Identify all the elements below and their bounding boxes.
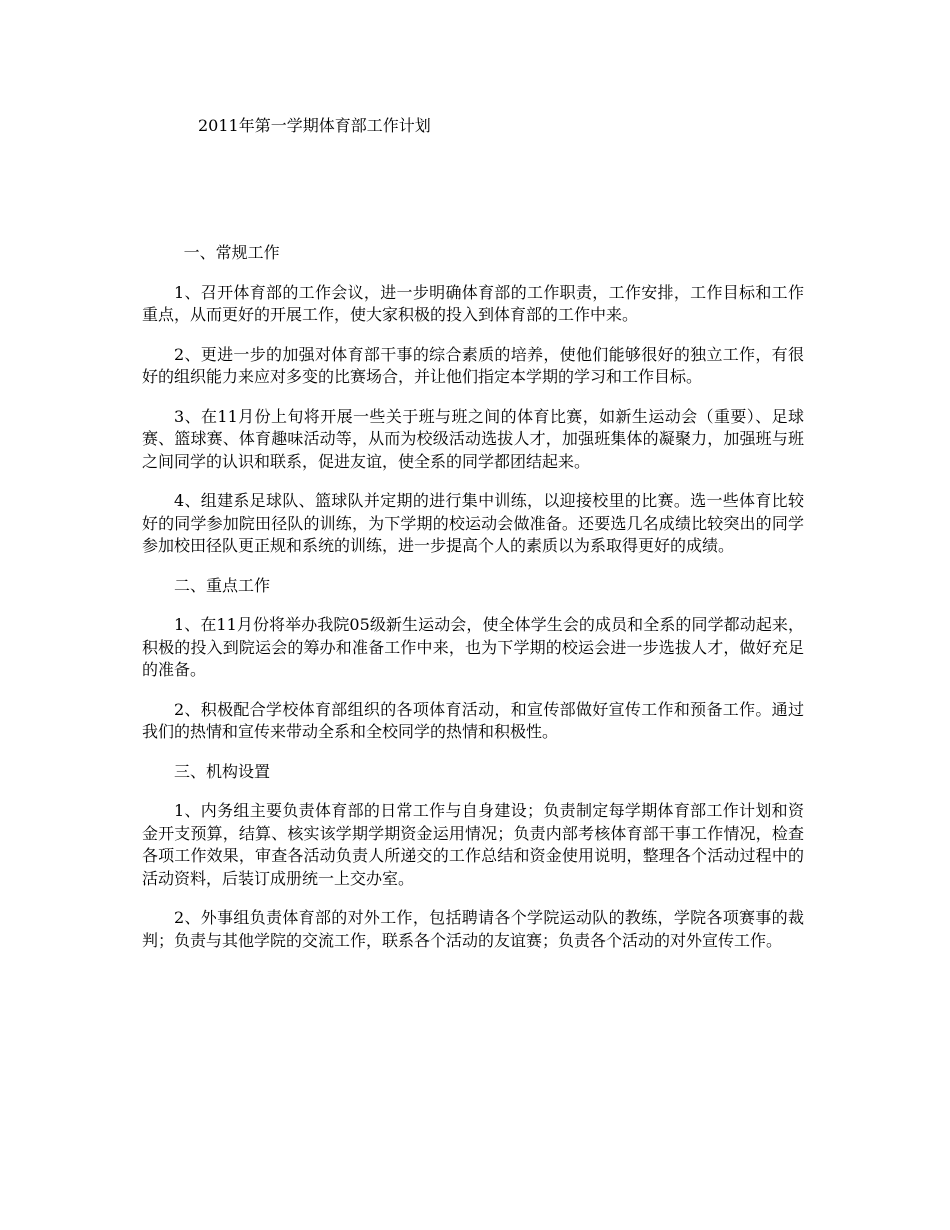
paragraph-routine-2: 2、更进一步的加强对体育部干事的综合素质的培养，使他们能够很好的独立工作，有很好的组织能力来应对多变的比赛场合，并让他们指定本学期的学习和工作目标。 — [142, 344, 804, 386]
section-heading-key-work: 二、重点工作 — [174, 575, 271, 595]
paragraph-key-1: 1、在11月份将举办我院05级新生运动会，使全体学生会的成员和全系的同学都动起来，积极的投入到院运会的筹办和准备工作中来，也为下学期的校运会进一步选拔人才，做好充足的准备。 — [142, 615, 804, 679]
paragraph-organization-2: 2、外事组负责体育部的对外工作，包括聘请各个学院运动队的教练，学院各项赛事的裁判；负责与其他学院的交流工作，联系各个活动的友谊赛；负责各个活动的对外宣传工作。 — [142, 908, 804, 950]
section-heading-routine-work: 一、常规工作 — [183, 243, 280, 262]
paragraph-organization-1: 1、内务组主要负责体育部的日常工作与自身建设；负责制定每学期体育部工作计划和资金开支预算，结算、核实该学期学期资金运用情况；负责内部考核体育部干事工作情况，检查各项工作效果，审查各活动负责人所递交的工作总结和资金使用说明，整理各个活动过程中的活动资料，后装订成册统一上交办室。 — [142, 801, 804, 888]
paragraph-key-2: 2、积极配合学校体育部组织的各项体育活动，和宣传部做好宣传工作和预备工作。通过我们的热情和宣传来带动全系和全校同学的热情和积极性。 — [142, 699, 804, 741]
paragraph-routine-3: 3、在11月份上旬将开展一些关于班与班之间的体育比赛，如新生运动会（重要）、足球赛、篮球赛、体育趣味活动等，从而为校级活动选拔人才，加强班集体的凝聚力，加强班与班之间同学的认识和联系，促进友谊，使全系的同学都团结起来。 — [142, 406, 804, 471]
paragraph-routine-4: 4、组建系足球队、篮球队并定期的进行集中训练，以迎接校里的比赛。选一些体育比较好的同学参加院田径队的训练，为下学期的校运动会做准备。还要选几名成绩比较突出的同学参加校田径队更正规和系统的训练，进一步提高个人的素质以为系取得更好的成绩。 — [142, 491, 804, 555]
document-body — [142, 242, 804, 969]
paragraph-routine-1: 1、召开体育部的工作会议，进一步明确体育部的工作职责，工作安排，工作目标和工作重点，从而更好的开展工作，使大家积极的投入到体育部的工作中来。 — [142, 282, 804, 324]
document-title: 2011年第一学期体育部工作计划 — [198, 116, 431, 135]
section-heading-organization: 三、机构设置 — [174, 761, 271, 781]
